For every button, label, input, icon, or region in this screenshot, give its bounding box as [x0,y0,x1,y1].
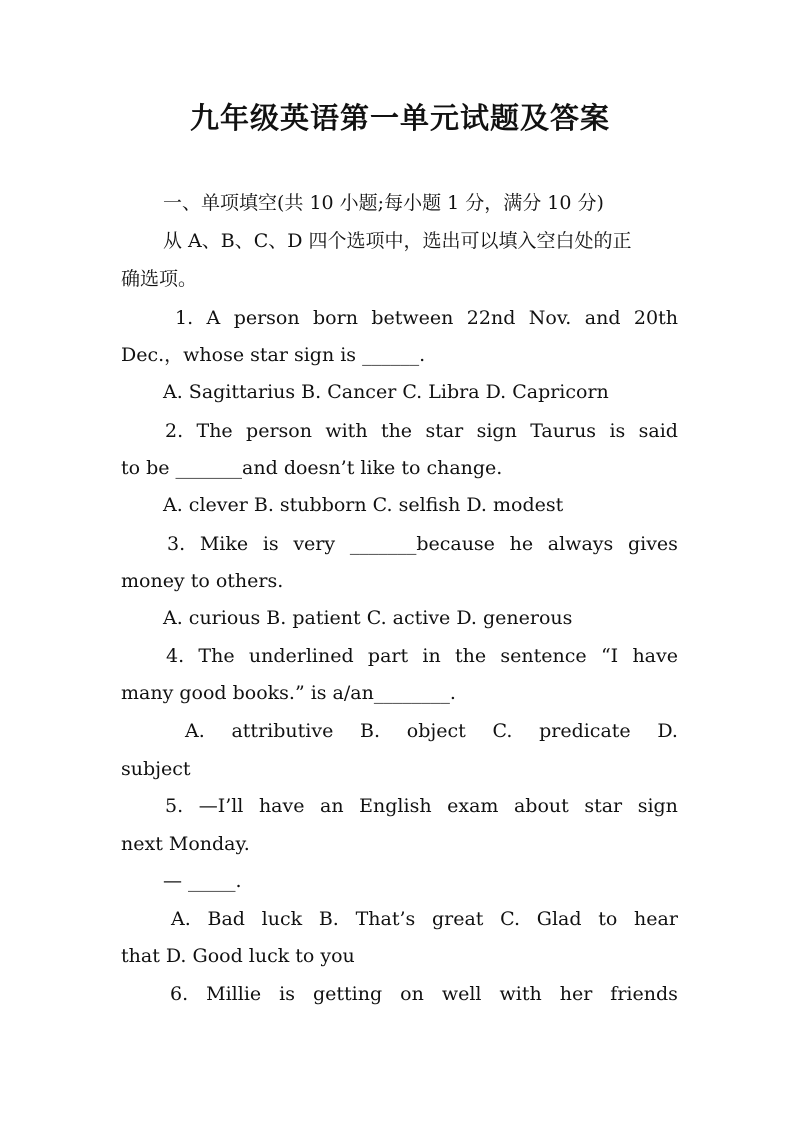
word: exam [447,795,499,817]
word: always [547,533,614,555]
word: attributive [231,720,334,742]
word: 6. [170,983,189,1005]
word: C. [500,908,521,930]
word: well [441,983,482,1005]
question-4-options-line-2: subject [121,758,191,780]
section-heading: 一、单项填空(共 10 小题;每小题 1 分，满分 10 分) [163,192,604,214]
word: in [422,645,441,667]
word: 22nd [466,307,516,329]
word: —I’ll [198,795,244,817]
word: A. [171,908,191,930]
word: getting [312,983,383,1005]
word: Bad [207,908,245,930]
question-3-options: A. curious B. patient C. active D. generous [163,607,573,629]
word: B. [360,720,381,742]
word: about [513,795,569,817]
word: star [425,420,464,442]
question-5-line-2: next Monday. [121,833,250,855]
question-5-options-line-2: that D. Good luck to you [121,945,355,967]
word: he [509,533,534,555]
word: on [400,983,424,1005]
word: 2. [165,420,184,442]
word: person [233,307,300,329]
word: Nov. [528,307,572,329]
word: A [206,307,221,329]
word: have [632,645,678,667]
word: object [406,720,466,742]
question-1-line-2: Dec.，whose star sign is ______. [121,344,426,366]
word: sign [476,420,517,442]
question-2-line-1 [165,419,678,443]
word: Millie [206,983,262,1005]
word: star [584,795,623,817]
word: _______because [349,533,495,555]
word: with [499,983,542,1005]
word: A. [185,720,205,742]
word: predicate [539,720,631,742]
word: said [638,420,678,442]
word: Glad [536,908,582,930]
word: hear [634,908,678,930]
word: sentence [500,645,587,667]
question-1-options: A. Sagittarius B. Cancer C. Libra D. Capricorn [163,381,609,403]
question-4-options-line-1 [185,719,678,743]
question-4-line-2: many good books.” is a/an________. [121,682,456,704]
word: D. [657,720,678,742]
word: an [320,795,344,817]
word: luck [261,908,303,930]
question-4-line-1 [166,644,678,668]
word: “I [600,645,619,667]
word: 4. [166,645,185,667]
word: English [359,795,432,817]
word: the [380,420,413,442]
question-3-line-2: money to others. [121,570,284,592]
word: person [246,420,312,442]
word: born [313,307,358,329]
word: That’s [355,908,416,930]
word: The [198,645,235,667]
question-5-line-1 [165,794,678,818]
word: the [455,645,487,667]
word: with [325,420,368,442]
word: friends [610,983,678,1005]
word: sign [637,795,678,817]
word: 1. [175,307,194,329]
word: between [371,307,454,329]
word: her [559,983,593,1005]
instruction-line-2: 确选项。 [121,268,198,290]
word: gives [627,533,678,555]
word: have [258,795,305,817]
question-5-options-line-1 [171,907,678,931]
question-6-line-1 [170,982,678,1006]
word: and [584,307,621,329]
instruction-line-1: 从 A、B、C、D 四个选项中，选出可以填入空白处的正 [163,230,632,252]
question-3-line-1 [167,532,678,556]
word: 20th [633,307,678,329]
word: B. [318,908,339,930]
word: 5. [165,795,184,817]
word: is [279,983,295,1005]
word: is [262,533,279,555]
word: Taurus [530,420,597,442]
word: 3. [167,533,186,555]
question-1-line-1 [175,306,678,330]
word: C. [492,720,513,742]
word: The [196,420,233,442]
word: to [598,908,618,930]
page-title: 九年级英语第一单元试题及答案 [189,101,610,135]
word: Mike [199,533,249,555]
word: underlined [248,645,354,667]
question-2-line-2: to be _______and doesn’t like to change. [121,457,503,479]
word: great [431,908,484,930]
word: part [367,645,409,667]
word: very [293,533,336,555]
question-5-line-3: — _____. [163,870,242,892]
question-2-options: A. clever B. stubborn C. selfish D. modest [163,494,564,516]
word: is [609,420,626,442]
